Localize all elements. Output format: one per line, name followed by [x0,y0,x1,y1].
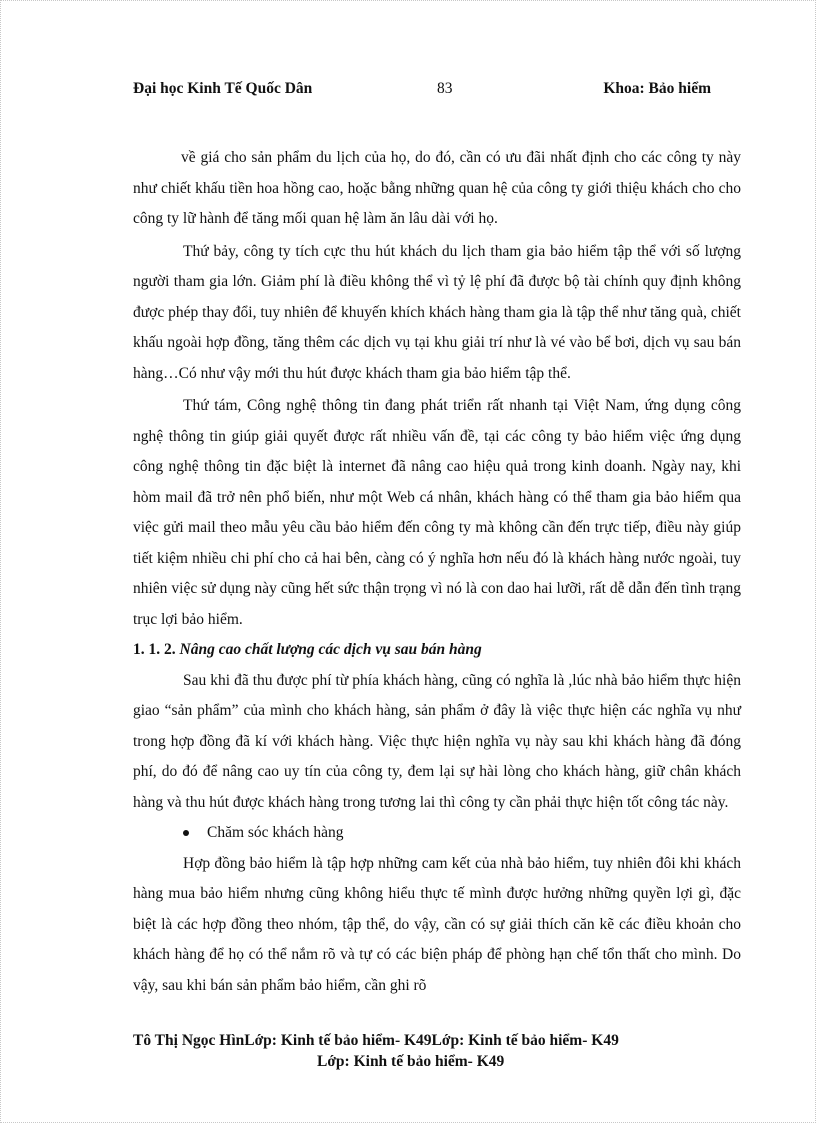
section-heading [133,635,741,666]
paragraph-customer-care: Hợp đồng bảo hiểm là tập hợp những cam kết của nhà bảo hiểm, tuy nhiên đôi khi khách hàng mua bảo hiểm nhưng cũng không hiểu thực tế mình được hưởng những quyền lợi gì, đặc biệt là các hợp đồng theo nhóm, tập thể, do vậy, cần có sự giải thích căn kẽ các điều khoản cho khách hàng để họ có thể nắm rõ và tự có các biện pháp để phòng hạn chế tổn thất cho mình. Do vậy, sau khi bán sản phẩm bảo hiểm, cần ghi rõ [133,854,741,994]
page-header [133,80,711,104]
paragraph-eighth: Thứ tám, Công nghệ thông tin đang phát triển rất nhanh tại Việt Nam, ứng dụng công nghệ thông tin giúp giải quyết được rất nhiều vấn đề, tại các công ty bảo hiểm việc ứng dụng công nghệ thông tin đặc biệt là internet đã nâng cao hiệu quả trong kinh doanh. Ngày nay, khi hòm mail đã trở nên phổ biến, như một Web cá nhân, khách hàng có thể tham gia bảo hiểm qua việc gửi mail theo mẫu yêu cầu bảo hiểm đến công ty mà không cần đến trực tiếp, điều này giúp tiết kiệm nhiều chi phí cho cả hai bên, càng có ý nghĩa hơn nếu đó là khách hàng nước ngoài, tuy nhiên việc sử dụng này cũng hết sức thận trọng vì nó là con dao hai lưỡi, rất dễ dẫn đến tình trạng trục lợi bảo hiểm. [133,397,741,628]
paragraph-continuation: về giá cho sản phẩm du lịch của họ, do đó, cần có ưu đãi nhất định cho các công ty này như chiết khấu tiền hoa hồng cao, hoặc bằng những quan hệ của công ty giới thiệu khách cho cho công ty lữ hành để tăng mối quan hệ làm ăn lâu dài với họ. [133,149,741,227]
bullet-text: Chăm sóc khách hàng [207,824,344,841]
section-title: Nâng cao chất lượng các dịch vụ sau bán hàng [179,641,482,658]
footer-line-1: Tô Thị Ngọc HìnLớp: Kinh tế bảo hiểm- K49Lớp: Kinh tế bảo hiểm- K49 [133,1032,619,1049]
document-body [133,143,741,1001]
page-number: 83 [437,80,453,97]
page-footer [133,1030,693,1072]
bullet-icon [183,830,189,836]
paragraph-seventh: Thứ bảy, công ty tích cực thu hút khách du lịch tham gia bảo hiểm tập thể với số lượng người tham gia lớn. Giảm phí là điều không thể vì tỷ lệ phí đã được bộ tài chính quy định không được phép thay đổi, tuy nhiên để khuyến khích khách hàng tham gia là tập thể như tăng quà, chiết khấu ngoài hợp đồng, tăng thêm các dịch vụ tại khu giải trí như là vé vào bể bơi, dịch vụ sau bán hàng…Có như vậy mới thu hút được khách tham gia bảo hiểm tập thể. [133,242,741,382]
footer-line-2: Lớp: Kinh tế bảo hiểm- K49 [317,1053,505,1070]
header-faculty: Khoa: Bảo hiểm [603,80,711,97]
bullet-item [133,818,741,849]
paragraph-after-sales: Sau khi đã thu được phí từ phía khách hàng, cũng có nghĩa là ,lúc nhà bảo hiểm thực hiện giao “sản phẩm” của mình cho khách hàng, sản phẩm ở đây là việc thực hiện các nghĩa vụ như trong hợp đồng đã kí với khách hàng. Việc thực hiện nghĩa vụ này sau khi khách hàng đã đóng phí, do đó để nâng cao uy tín của công ty, đem lại sự hài lòng cho khách hàng, giữ chân khách hàng và thu hút được khách hàng trong tương lai thì công ty cần phải thực hiện tốt công tác này. [133,671,741,811]
section-number: 1. 1. 2. [133,641,176,658]
header-university: Đại học Kinh Tế Quốc Dân [133,80,313,97]
